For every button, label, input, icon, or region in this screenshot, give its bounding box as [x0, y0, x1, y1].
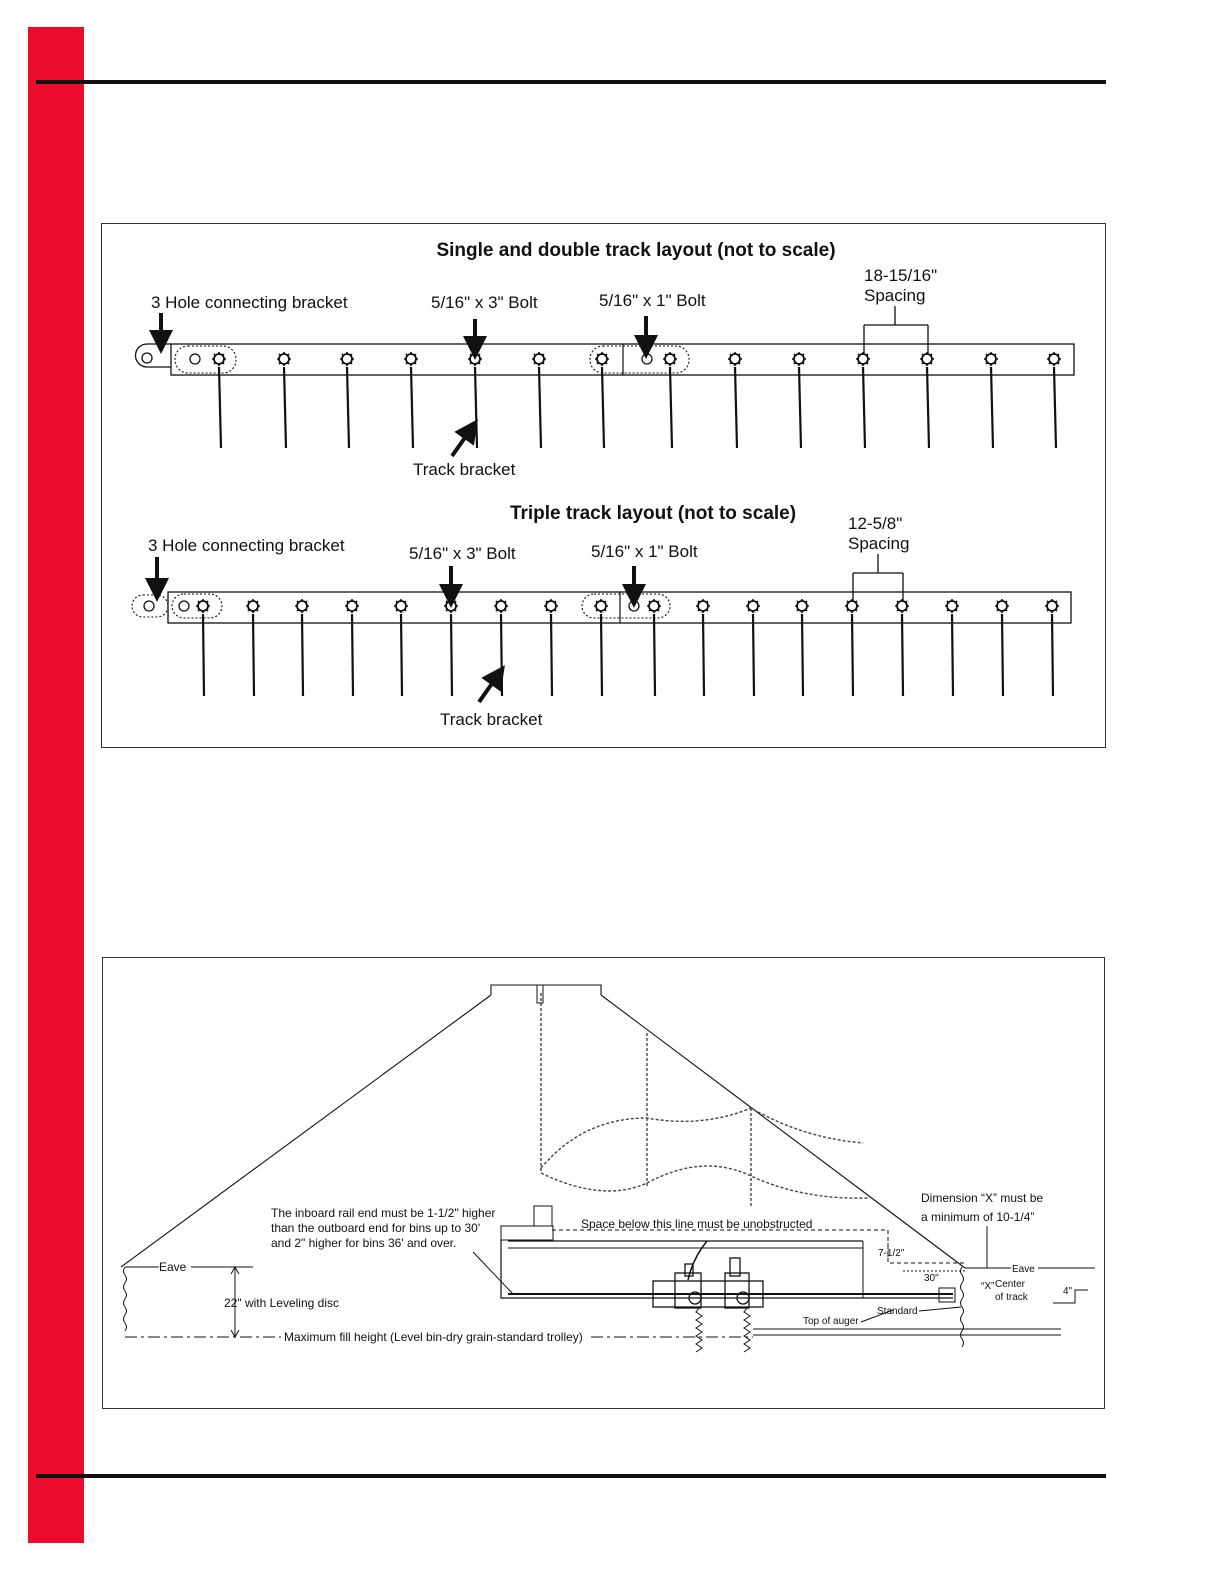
- triple-end-bracket: [132, 595, 168, 617]
- winch-box: [534, 1206, 552, 1226]
- dimension-note-line-2: a minimum of 10-1/4”: [921, 1210, 1035, 1224]
- inboard-note-line-3: and 2" higher for bins 36' and over.: [271, 1236, 457, 1250]
- triple-bolt-3in-label: 5/16" x 3" Bolt: [409, 544, 516, 563]
- triple-end-bracket-hole: [144, 601, 154, 611]
- single-left-bracket-hole: [190, 354, 200, 364]
- single-spacing-value: 18-15/16": [864, 266, 938, 285]
- single-track-bracket-label: Track bracket: [413, 460, 516, 479]
- track-layout-figure: [101, 223, 1106, 748]
- single-bolt-3in-label: 5/16" x 3" Bolt: [431, 293, 538, 312]
- triple-track-bracket-label: Track bracket: [440, 710, 543, 729]
- track-layout-diagram: [102, 224, 1105, 747]
- peak-hanger: [537, 985, 543, 1003]
- single-left-connecting-bracket: [175, 346, 236, 373]
- triple-layout-title: Triple track layout (not to scale): [509, 503, 797, 524]
- power-cord: [688, 1241, 707, 1280]
- single-track-bracket-arrow: [452, 429, 471, 456]
- dimension-note-line-1: Dimension “X” must be: [921, 1191, 1044, 1205]
- bin-cross-section-diagram: [103, 958, 1104, 1408]
- single-spacing-word: Spacing: [864, 286, 926, 305]
- inboard-note-leader: [473, 1252, 513, 1294]
- dim-30-label: 30": [924, 1273, 939, 1284]
- standard-leader: [919, 1307, 961, 1311]
- bin-cross-section-figure: [102, 957, 1105, 1409]
- inboard-note-line-2: than the outboard end for bins up to 30': [271, 1221, 481, 1235]
- max-fill-label: Maximum fill height (Level bin-dry grain-standard trolley): [284, 1330, 583, 1344]
- inboard-note-line-1: The inboard rail end must be 1-1/2" higher: [271, 1206, 496, 1220]
- triple-spacing-value: 12-5/8": [848, 514, 903, 533]
- single-bolt-1in-label: 5/16" x 1" Bolt: [599, 291, 706, 310]
- triple-connecting-bracket-label: 3 Hole connecting bracket: [148, 536, 345, 555]
- center-track-line-2: of track: [995, 1292, 1028, 1303]
- top-of-auger-label: Top of auger: [803, 1316, 859, 1327]
- single-middle-bracket-hole: [642, 354, 652, 364]
- x-label: “X”: [981, 1281, 995, 1292]
- triple-bolt-1in-label: 5/16" x 1" Bolt: [591, 542, 698, 561]
- triple-middle-bracket-hole: [629, 601, 639, 611]
- eave-right-label: Eave: [1012, 1264, 1035, 1275]
- triple-track-bracket-arrow: [479, 675, 498, 702]
- triple-left-bracket-hole: [179, 601, 189, 611]
- standard-label: Standard: [877, 1306, 918, 1317]
- triple-spacing-bracket: [853, 554, 903, 602]
- single-layout-title: Single and double track layout (not to scale): [436, 240, 836, 261]
- dim-7-5-label: 7-1/2": [878, 1248, 905, 1259]
- center-track-line-1: Center: [995, 1279, 1026, 1290]
- rail-end-block: [501, 1226, 553, 1240]
- single-track-brackets: [212, 352, 1061, 448]
- auger-screw-left: [696, 1308, 702, 1352]
- peak-collar: [491, 985, 601, 995]
- dim-4-label: 4": [1063, 1286, 1073, 1297]
- single-end-bracket-hole: [142, 353, 152, 363]
- auger-screw-right: [744, 1308, 750, 1352]
- eave-left-label: Eave: [159, 1260, 187, 1274]
- red-side-bar: [28, 27, 84, 1543]
- unobstructed-label: Space below this line must be unobstructed: [581, 1217, 813, 1231]
- single-connecting-bracket-label: 3 Hole connecting bracket: [151, 293, 348, 312]
- trolley: [653, 1258, 763, 1308]
- triple-spacing-word: Spacing: [848, 534, 910, 553]
- triple-track-brackets: [196, 599, 1059, 696]
- left-bin-wall: [124, 1267, 127, 1331]
- single-end-bracket: [136, 344, 172, 367]
- footer-rule: [36, 1474, 1106, 1478]
- header-rule: [36, 80, 1106, 84]
- single-spacing-bracket: [864, 306, 928, 354]
- hanging-chains: [541, 993, 868, 1208]
- leveling-disc-label: 22" with Leveling disc: [224, 1296, 339, 1310]
